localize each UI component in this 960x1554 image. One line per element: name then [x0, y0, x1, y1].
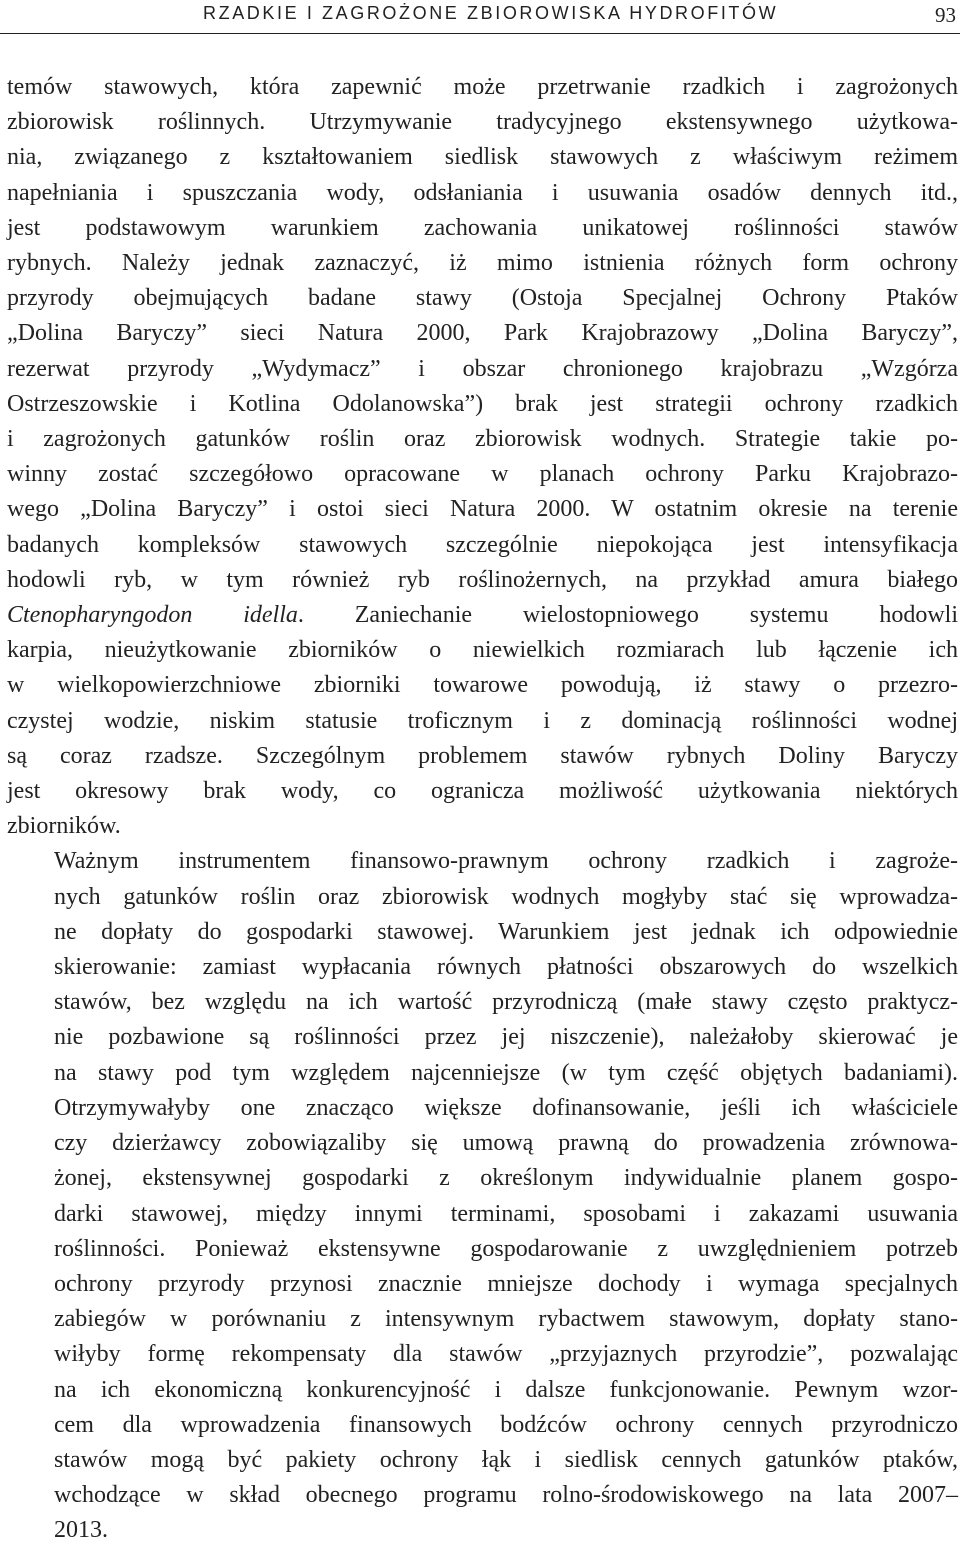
text-line: „Dolina Baryczy” sieci Natura 2000, Park Krajobrazowy „Dolina Baryczy”, — [7, 320, 958, 347]
running-title: RZADKIE I ZAGROŻONE ZBIOROWISKA HYDROFITÓW — [203, 3, 779, 23]
text-line: wchodzące w skład obecnego programu rolno-środowiskowego na lata 2007– — [54, 1482, 958, 1509]
text-line: na stawy pod tym względem najcenniejsze (w tym część objętych badaniami). — [54, 1059, 958, 1086]
text-segment: . Zaniechanie wielostopniowego systemu hodowli — [297, 602, 958, 629]
text-line: ne dopłaty do gospodarki stawowej. Warunkiem jest jednak ich odpowiednie — [54, 918, 958, 945]
text-line: wego „Dolina Baryczy” i ostoi sieci Natura 2000. W ostatnim okresie na terenie — [7, 496, 958, 523]
text-line: rezerwat przyrody „Wydymacz” i obszar chronionego krajobrazu „Wzgórza — [7, 355, 958, 382]
text-line: wiłyby formę rekompensaty dla stawów „przyjaznych przyrodzie”, pozwalając — [54, 1341, 958, 1368]
text-line: stawów, bez względu na ich wartość przyrodniczą (małe stawy często praktycz- — [54, 989, 958, 1016]
text-line: skierowanie: zamiast wypłacania równych płatności obszarowych do wszelkich — [54, 954, 958, 981]
text-line: karpia, nieużytkowanie zbiorników o niewielkich rozmiarach lub łączenie ich — [7, 637, 958, 664]
text-line: Otrzymywałyby one znacząco większe dofinansowanie, jeśli ich właściciele — [54, 1094, 958, 1121]
text-line: i zagrożonych gatunków roślin oraz zbiorowisk wodnych. Strategie takie po- — [7, 426, 958, 453]
paragraph-2 — [7, 844, 958, 1548]
text-line: nia, związanego z kształtowaniem siedlisk stawowych z właściwym reżimem — [7, 144, 958, 171]
text-line: czy dzierżawcy zobowiązaliby się umową prawną do prowadzenia zrównowa- — [54, 1130, 958, 1157]
text-line: napełniania i spuszczania wody, odsłaniania i usuwania osadów dennych itd., — [7, 179, 958, 206]
text-line: zabiegów w porównaniu z intensywnym rybactwem stawowym, dopłaty stano- — [54, 1306, 958, 1333]
text-line: darki stawowej, między innymi terminami, sposobami i zakazami usuwania — [54, 1200, 958, 1227]
text-line: cem dla wprowadzenia finansowych bodźców ochrony cennych przyrodniczo — [54, 1411, 958, 1438]
running-header — [0, 0, 960, 34]
text-line: Ostrzeszowskie i Kotlina Odolanowska”) brak jest strategii ochrony rzadkich — [7, 390, 958, 417]
text-line: ochrony przyrody przynosi znacznie mniejsze dochody i wymaga specjalnych — [54, 1270, 958, 1297]
text-line: nych gatunków roślin oraz zbiorowisk wodnych mogłyby stać się wprowadza- — [54, 883, 958, 910]
text-line: badanych kompleksów stawowych szczególnie niepokojąca jest intensyfikacja — [7, 531, 958, 558]
text-line: jest okresowy brak wody, co ogranicza możliwość użytkowania niektórych — [7, 778, 958, 805]
text-line: żonej, ekstensywnej gospodarki z określonym indywidualnie planem gospo- — [54, 1165, 958, 1192]
text-line: są coraz rzadsze. Szczególnym problemem stawów rybnych Doliny Baryczy — [7, 742, 958, 769]
body-text — [7, 70, 958, 1549]
text-line: stawów mogą być pakiety ochrony łąk i siedlisk cennych gatunków ptaków, — [54, 1446, 958, 1473]
text-line: czystej wodzie, niskim statusie troficznym i z dominacją roślinności wodnej — [7, 707, 958, 734]
text-line: w wielkopowierzchniowe zbiorniki towarowe powodują, iż stawy o przezro- — [7, 672, 958, 699]
text-line: hodowli ryb, w tym również ryb roślinożernych, na przykład amura białego — [7, 566, 958, 593]
text-line: na ich ekonomiczną konkurencyjność i dalsze funkcjonowanie. Pewnym wzor- — [54, 1376, 958, 1403]
paragraph-1 — [7, 70, 958, 844]
text-line: Ważnym instrumentem finansowo-prawnym ochrony rzadkich i zagroże- — [54, 848, 958, 875]
text-line: zbiorowisk roślinnych. Utrzymywanie tradycyjnego ekstensywnego użytkowa- — [7, 109, 958, 136]
text-line — [7, 598, 958, 633]
text-line: nie pozbawione są roślinności przez jej niszczenie), należałoby skierować je — [54, 1024, 958, 1051]
text-line: jest podstawowym warunkiem zachowania unikatowej roślinności stawów — [7, 214, 958, 241]
text-line: roślinności. Ponieważ ekstensywne gospodarowanie z uwzględnieniem potrzeb — [54, 1235, 958, 1262]
text-line: winny zostać szczegółowo opracowane w planach ochrony Parku Krajobrazo- — [7, 461, 958, 488]
text-line: 2013. — [54, 1517, 108, 1544]
text-line: temów stawowych, która zapewnić może przetrwanie rzadkich i zagrożonych — [7, 74, 958, 100]
text-line: zbiorników. — [7, 813, 121, 840]
text-line: przyrody obejmujących badane stawy (Ostoja Specjalnej Ochrony Ptaków — [7, 285, 958, 312]
text-line: rybnych. Należy jednak zaznaczyć, iż mimo istnienia różnych form ochrony — [7, 250, 958, 277]
species-name: Ctenopharyngodon idella — [7, 602, 298, 629]
page-number: 93 — [935, 3, 956, 27]
